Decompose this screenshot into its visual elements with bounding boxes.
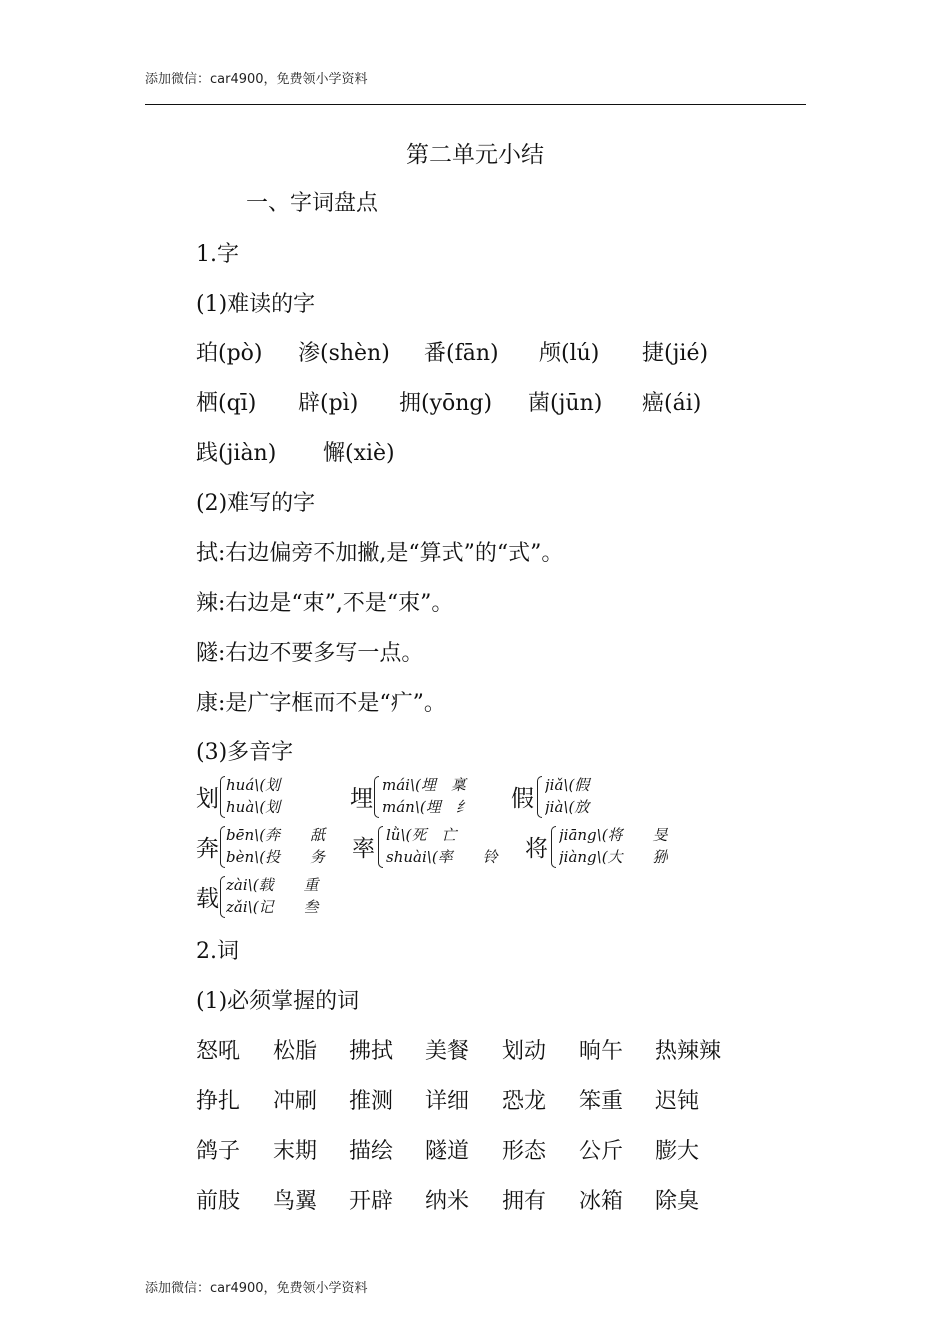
hard-read-item: 珀(pò) (196, 341, 263, 366)
brace (374, 776, 379, 818)
polyphone-heading: (3)多音字 (196, 740, 294, 765)
header-rule (145, 104, 806, 105)
subsection-words: 2.词 (196, 939, 239, 964)
polyphone-char: 奔 (196, 836, 219, 862)
word-item: 怒吼 (196, 1039, 241, 1064)
hard-write-heading: (2)难写的字 (196, 491, 316, 516)
word-item: 热辣辣 (655, 1039, 722, 1064)
hard-read-item: 癌(ái) (642, 391, 702, 416)
word-item: 恐龙 (502, 1089, 547, 1114)
hard-read-item: 渗(shèn) (298, 341, 390, 366)
polyphone-reading: bēn\(奔 舐 (226, 826, 326, 844)
subsection-characters: 1.字 (196, 242, 239, 267)
page-title: 第二单元小结 (406, 142, 544, 168)
word-item: 末期 (273, 1139, 318, 1164)
polyphone-char: 假 (511, 786, 534, 812)
word-item: 冲刷 (273, 1089, 318, 1114)
word-item: 美餐 (425, 1039, 470, 1064)
polyphone-reading: jiāng\(将 旻 (559, 826, 668, 844)
polyphone-entry (196, 824, 336, 870)
polyphone-reading: mán\(埋 纟 (382, 798, 471, 816)
hard-write-item: 拭:右边偏旁不加撇,是“算式”的“式”。 (196, 541, 564, 566)
word-item: 笨重 (579, 1089, 624, 1114)
word-item: 隧道 (425, 1139, 470, 1164)
word-item: 详细 (425, 1089, 470, 1114)
polyphone-reading: huà\(划 (226, 798, 281, 816)
brace (220, 776, 225, 818)
page-footer: 添加微信：car4900，免费领小学资料 (145, 1281, 368, 1296)
hard-read-item: 辟(pì) (298, 391, 359, 416)
word-item: 膨大 (655, 1139, 700, 1164)
word-item: 划动 (502, 1039, 547, 1064)
polyphone-reading: mái\(埋 稟 (382, 776, 466, 794)
polyphone-entry (196, 874, 336, 920)
polyphone-entry (352, 824, 502, 870)
polyphone-char: 载 (196, 886, 219, 912)
brace (220, 876, 225, 918)
polyphone-entry (196, 774, 306, 820)
polyphone-reading: jiàng\(大 狲 (559, 848, 668, 866)
hard-read-item: 番(fān) (424, 341, 499, 366)
hard-read-heading: (1)难读的字 (196, 292, 316, 317)
word-item: 纳米 (425, 1189, 470, 1214)
polyphone-char: 将 (525, 836, 548, 862)
word-item: 拂拭 (349, 1039, 394, 1064)
polyphone-reading: zài\(载 重 (226, 876, 319, 894)
hard-write-item: 康:是广字框而不是“疒”。 (196, 691, 446, 716)
word-item: 形态 (502, 1139, 547, 1164)
word-item: 松脂 (273, 1039, 318, 1064)
word-item: 冰箱 (579, 1189, 624, 1214)
word-item: 公斤 (579, 1139, 624, 1164)
word-item: 挣扎 (196, 1089, 241, 1114)
word-item: 推测 (349, 1089, 394, 1114)
hard-read-item: 栖(qī) (196, 391, 257, 416)
word-item: 描绘 (349, 1139, 394, 1164)
hard-read-item: 捷(jié) (642, 341, 709, 366)
hard-write-item: 隧:右边不要多写一点。 (196, 641, 424, 666)
polyphone-reading: jiǎ\(假 (545, 776, 590, 794)
polyphone-char: 划 (196, 786, 219, 812)
hard-read-item: 菌(jūn) (528, 391, 603, 416)
polyphone-reading: shuài\(率 铃 (386, 848, 498, 866)
brace (537, 776, 542, 818)
polyphone-reading: bèn\(投 务 (226, 848, 326, 866)
hard-read-item: 颅(lú) (539, 341, 600, 366)
polyphone-entry (525, 824, 675, 870)
polyphone-reading: zǎi\(记 叁 (226, 898, 319, 916)
polyphone-reading: lǜ\(死 亡 (386, 826, 457, 844)
polyphone-char: 率 (352, 836, 375, 862)
hard-write-item: 辣:右边是“束”,不是“朿”。 (196, 591, 454, 616)
brace (378, 826, 383, 868)
hard-read-item: 懈(xiè) (323, 441, 395, 466)
polyphone-char: 埋 (350, 786, 373, 812)
hard-read-item: 拥(yōng) (399, 391, 493, 416)
polyphone-entry (350, 774, 490, 820)
page-header: 添加微信：car4900，免费领小学资料 (145, 72, 368, 87)
word-item: 鸟翼 (273, 1189, 318, 1214)
word-item: 迟钝 (655, 1089, 700, 1114)
word-item: 除臭 (655, 1189, 700, 1214)
brace (551, 826, 556, 868)
words-heading: (1)必须掌握的词 (196, 989, 360, 1014)
polyphone-entry (511, 774, 611, 820)
section-heading: 一、字词盘点 (246, 191, 379, 216)
word-item: 鸽子 (196, 1139, 241, 1164)
hard-read-item: 践(jiàn) (196, 441, 277, 466)
polyphone-reading: huá\(划 (226, 776, 281, 794)
word-item: 拥有 (502, 1189, 547, 1214)
polyphone-reading: jià\(放 (545, 798, 590, 816)
word-item: 开辟 (349, 1189, 394, 1214)
word-item: 晌午 (579, 1039, 624, 1064)
brace (220, 826, 225, 868)
word-item: 前肢 (196, 1189, 241, 1214)
